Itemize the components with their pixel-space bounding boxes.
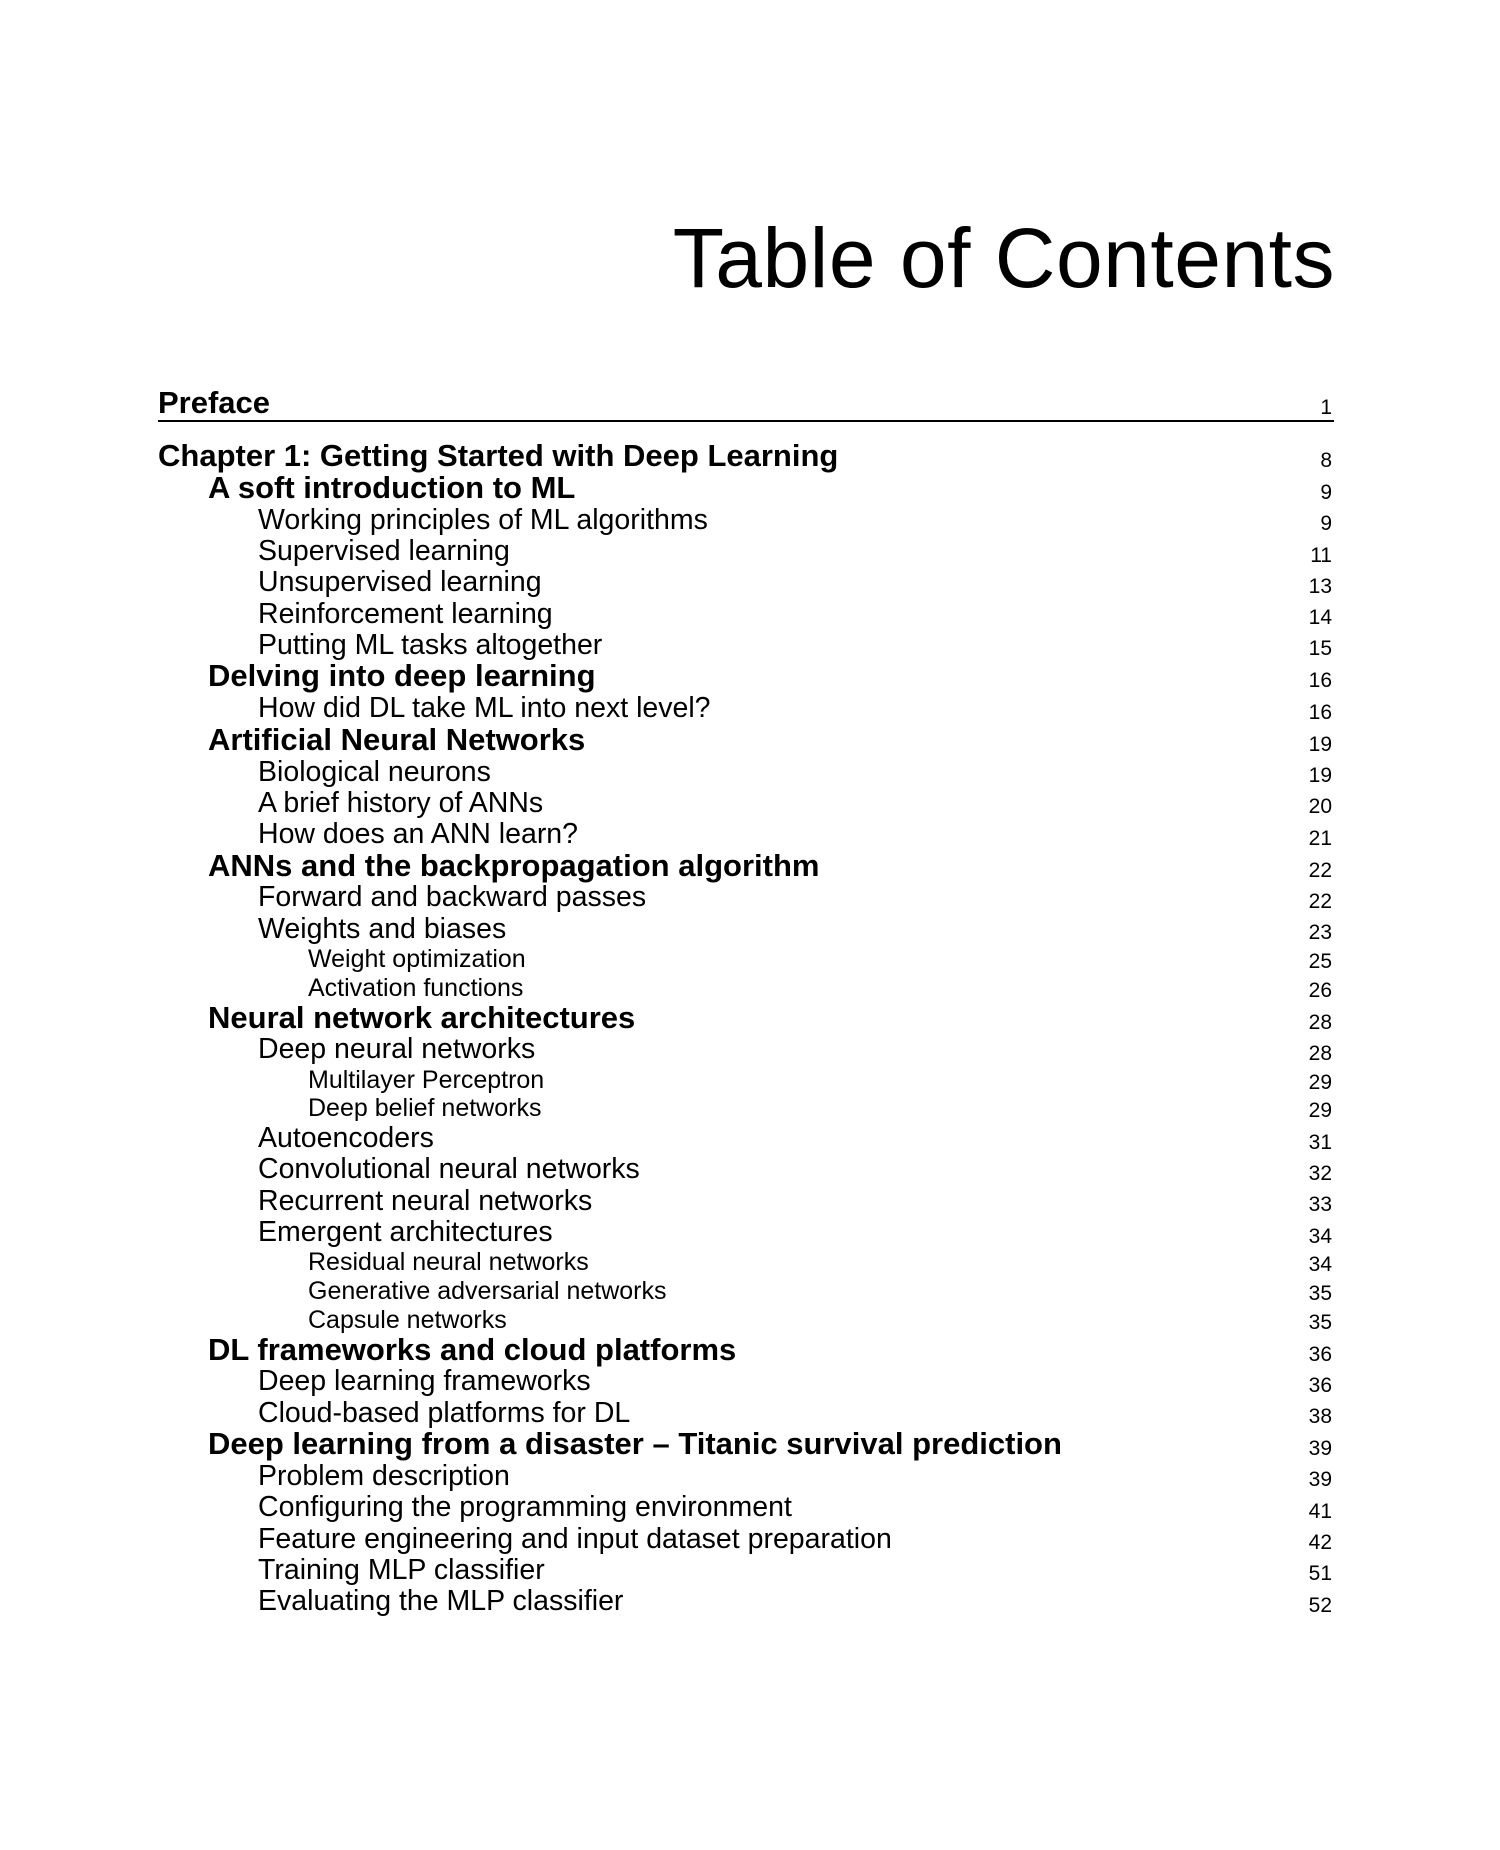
toc-entry-title: Emergent architectures [258,1216,553,1248]
toc-entry-title: Evaluating the MLP classifier [258,1585,624,1618]
toc-entry-page-number: 22 [1308,858,1332,882]
toc-entry-title: Recurrent neural networks [258,1184,593,1217]
toc-entry-level-3[interactable] [158,786,1334,817]
toc-entry-level-3[interactable] [158,534,1334,568]
toc-entry-page-number: 36 [1308,1373,1332,1397]
toc-entry-level-3[interactable] [158,1033,1334,1064]
toc-entry-page-number: 11 [1310,543,1332,567]
toc-entry-level-4[interactable] [158,1093,1334,1122]
toc-entry-level-4[interactable] [158,1304,1334,1333]
toc-entry-level-1[interactable] [158,436,1334,471]
toc-entry-page-number: 22 [1308,889,1332,913]
toc-entry-level-4[interactable] [158,943,1334,972]
toc-entry-title: Deep neural networks [258,1033,536,1066]
toc-entry-title: Deep learning frameworks [258,1365,591,1398]
toc-entry-level-3[interactable] [158,912,1334,943]
toc-entry-title: Unsupervised learning [258,566,542,599]
table-of-contents [158,382,1334,1616]
toc-entry-page-number: 36 [1308,1342,1332,1366]
toc-entry-level-3[interactable] [158,755,1334,786]
toc-entry-page-number: 19 [1308,732,1332,756]
toc-entry-level-4[interactable] [158,1247,1334,1276]
toc-entry-title: Problem description [258,1459,510,1492]
toc-entry-level-3[interactable] [158,1522,1334,1553]
toc-entry-page-number: 15 [1308,637,1332,661]
toc-entry-level-3[interactable] [158,1184,1334,1215]
toc-entry-title: Reinforcement learning [258,597,553,630]
toc-entry-title: Working principles of ML algorithms [258,503,708,536]
toc-entry-title: Convolutional neural networks [258,1153,640,1186]
toc-entry-title: Cloud-based platforms for DL [258,1396,631,1429]
toc-entry-level-2[interactable] [158,1333,1334,1365]
toc-entry-title: Capsule networks [308,1305,507,1334]
toc-entry-title: ANNs and the backpropagation algorithm [208,847,820,883]
toc-entry-page-number: 31 [1308,1130,1332,1154]
toc-entry-level-3[interactable] [158,1459,1334,1490]
toc-entry-level-4[interactable] [158,1275,1334,1304]
toc-entry-page-number: 34 [1308,1253,1332,1277]
toc-entry-page-number: 35 [1308,1310,1332,1334]
toc-entry-title: Generative adversarial networks [308,1276,667,1305]
toc-entry-page-number: 16 [1308,669,1332,693]
toc-entry-page-number: 42 [1308,1531,1332,1555]
toc-entry-level-4[interactable] [158,972,1334,1001]
page-title: Table of Contents [672,211,1335,305]
toc-entry-title: Configuring the programming environment [258,1491,792,1524]
toc-entry-title: Weight optimization [308,944,526,973]
toc-entry-level-3[interactable] [158,1215,1334,1246]
toc-entry-level-3[interactable] [158,1553,1334,1584]
toc-entry-page-number: 8 [1320,449,1332,472]
toc-entry-page-number: 35 [1308,1281,1332,1305]
toc-entry-page-number: 29 [1308,1070,1332,1094]
toc-entry-page-number: 34 [1308,1224,1332,1248]
toc-entry-page-number: 14 [1308,606,1332,630]
toc-entry-level-2[interactable] [158,723,1334,755]
toc-entry-title: Autoencoders [258,1122,434,1155]
toc-entry-level-3[interactable] [158,566,1334,597]
toc-entry-level-2[interactable] [158,658,1334,694]
toc-entry-page-number: 39 [1308,1468,1332,1492]
toc-entry-page-number: 9 [1320,512,1332,536]
toc-entry-title: A brief history of ANNs [258,786,544,819]
toc-entry-title: Biological neurons [258,755,491,788]
toc-entry-page-number: 28 [1308,1010,1332,1034]
toc-entry-level-3[interactable] [158,1490,1334,1524]
toc-entry-title: DL frameworks and cloud platforms [208,1331,737,1367]
toc-entry-level-3[interactable] [158,1153,1334,1184]
toc-entry-page-number: 19 [1308,764,1332,788]
toc-entry-level-3[interactable] [158,1365,1334,1396]
toc-entry-page-number: 26 [1308,978,1332,1002]
toc-entry-level-3[interactable] [158,597,1334,628]
toc-entry-level-3[interactable] [158,1121,1334,1155]
toc-entry-title: Chapter 1: Getting Started with Deep Learning [158,438,839,473]
toc-entry-level-3[interactable] [158,817,1334,851]
toc-entry-title: How does an ANN learn? [258,818,579,851]
toc-entry-page-number: 13 [1308,574,1332,598]
toc-entry-level-3[interactable] [158,881,1334,912]
toc-entry-page-number: 39 [1308,1437,1332,1461]
toc-entry-page-number: 23 [1308,921,1332,945]
toc-entry-title: A soft introduction to ML [208,470,576,505]
toc-entry-title: Putting ML tasks altogether [258,628,603,661]
toc-entry-page-number: 41 [1308,1499,1332,1523]
toc-entry-page-number: 51 [1308,1562,1332,1586]
toc-entry-level-2[interactable] [158,1001,1334,1033]
toc-entry-page-number: 9 [1320,481,1332,504]
toc-entry-title: Deep learning from a disaster – Titanic survival prediction [208,1426,1062,1462]
toc-entry-title: Neural network architectures [208,999,636,1035]
toc-entry-page-number: 1 [1320,396,1332,419]
toc-entry-level-4[interactable] [158,1064,1334,1093]
toc-entry-page-number: 28 [1308,1041,1332,1065]
toc-entry-title: Preface [158,385,271,420]
toc-entry-level-3[interactable] [158,628,1334,659]
toc-entry-title: Feature engineering and input dataset preparation [258,1522,892,1555]
toc-entry-page-number: 20 [1308,795,1332,819]
toc-entry-page-number: 32 [1308,1161,1332,1185]
toc-entry-title: Residual neural networks [308,1248,589,1277]
toc-entry-level-2[interactable] [158,849,1334,881]
toc-entry-title: Artificial Neural Networks [208,721,586,757]
toc-entry-title: Delving into deep learning [208,658,596,694]
toc-entry-page-number: 21 [1308,826,1332,850]
toc-entry-title: Supervised learning [258,535,510,568]
toc-entry-title: Weights and biases [258,912,507,945]
toc-entry-page-number: 38 [1308,1405,1332,1429]
toc-entry-title: Multilayer Perceptron [308,1065,545,1094]
toc-entry-level-2[interactable] [158,1426,1334,1462]
toc-entry-level-3[interactable] [158,1396,1334,1427]
toc-entry-title: Training MLP classifier [258,1553,545,1586]
toc-entry-level-3[interactable] [158,503,1334,534]
toc-entry-title: Forward and backward passes [258,881,647,914]
toc-entry-preface[interactable] [158,382,1334,422]
toc-entry-title: How did DL take ML into next level? [258,692,711,725]
toc-entry-page-number: 29 [1308,1099,1332,1123]
toc-entry-page-number: 33 [1308,1193,1332,1217]
toc-entry-level-3[interactable] [158,1584,1334,1618]
toc-entry-level-2[interactable] [158,471,1334,503]
toc-entry-title: Deep belief networks [308,1094,542,1123]
toc-entry-page-number: 16 [1308,700,1332,724]
toc-entry-page-number: 52 [1308,1593,1332,1617]
toc-entry-title: Activation functions [308,973,524,1002]
toc-entry-level-3[interactable] [158,691,1334,725]
toc-entry-page-number: 25 [1308,949,1332,973]
